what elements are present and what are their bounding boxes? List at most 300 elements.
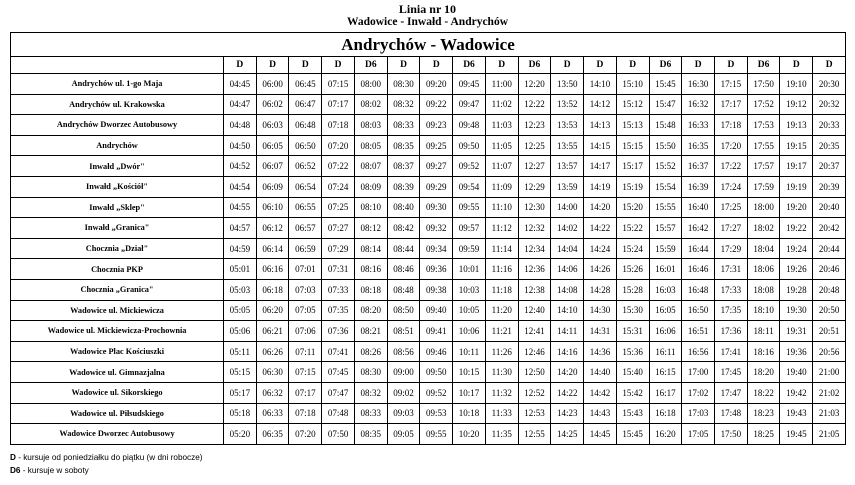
stop-name: Wadowice ul. Piłsudskiego bbox=[11, 403, 224, 424]
departure-time: 09:03 bbox=[387, 403, 420, 424]
departure-time: 18:10 bbox=[747, 300, 780, 321]
departure-time: 06:05 bbox=[256, 135, 289, 156]
timetable-row bbox=[11, 115, 846, 136]
departure-time: 08:03 bbox=[354, 115, 387, 136]
departure-time: 17:05 bbox=[682, 424, 715, 445]
departure-time: 05:18 bbox=[224, 403, 257, 424]
route-name: Wadowice - Inwałd - Andrychów bbox=[346, 16, 509, 28]
column-header-day-type: D bbox=[256, 57, 289, 74]
departure-time: 15:50 bbox=[649, 135, 682, 156]
column-header-day-type: D6 bbox=[453, 57, 486, 74]
departure-time: 10:06 bbox=[453, 321, 486, 342]
timetable-row bbox=[11, 300, 846, 321]
departure-time: 09:25 bbox=[420, 135, 453, 156]
departure-time: 07:35 bbox=[322, 300, 355, 321]
departure-time: 19:30 bbox=[780, 300, 813, 321]
departure-time: 16:46 bbox=[682, 259, 715, 280]
departure-time: 16:32 bbox=[682, 94, 715, 115]
departure-time: 09:54 bbox=[453, 176, 486, 197]
timetable-row bbox=[11, 424, 846, 445]
departure-time: 04:54 bbox=[224, 176, 257, 197]
column-header-day-type: D bbox=[715, 57, 748, 74]
departure-time: 16:01 bbox=[649, 259, 682, 280]
departure-time: 08:18 bbox=[354, 279, 387, 300]
departure-time: 08:32 bbox=[354, 382, 387, 403]
departure-time: 16:42 bbox=[682, 218, 715, 239]
departure-time: 07:20 bbox=[322, 135, 355, 156]
departure-time: 06:50 bbox=[289, 135, 322, 156]
departure-time: 08:20 bbox=[354, 300, 387, 321]
stop-name: Wadowice ul. Mickiewicza-Prochownia bbox=[11, 321, 224, 342]
departure-time: 11:30 bbox=[485, 362, 518, 383]
departure-time: 07:18 bbox=[322, 115, 355, 136]
departure-time: 19:19 bbox=[780, 176, 813, 197]
departure-time: 16:17 bbox=[649, 382, 682, 403]
departure-time: 09:40 bbox=[420, 300, 453, 321]
timetable-row bbox=[11, 362, 846, 383]
departure-time: 06:21 bbox=[256, 321, 289, 342]
departure-time: 19:15 bbox=[780, 135, 813, 156]
timetable-row bbox=[11, 403, 846, 424]
departure-time: 09:53 bbox=[420, 403, 453, 424]
departure-time: 11:05 bbox=[485, 135, 518, 156]
departure-time: 19:36 bbox=[780, 341, 813, 362]
departure-time: 11:07 bbox=[485, 156, 518, 177]
departure-time: 12:55 bbox=[518, 424, 551, 445]
departure-time: 17:50 bbox=[715, 424, 748, 445]
stop-name: Inwałd „Kościół" bbox=[11, 176, 224, 197]
departure-time: 19:42 bbox=[780, 382, 813, 403]
departure-time: 09:38 bbox=[420, 279, 453, 300]
departure-time: 18:16 bbox=[747, 341, 780, 362]
departure-time: 04:45 bbox=[224, 74, 257, 95]
departure-time: 09:48 bbox=[453, 115, 486, 136]
departure-time: 16:06 bbox=[649, 321, 682, 342]
departure-time: 17:03 bbox=[682, 403, 715, 424]
departure-time: 10:18 bbox=[453, 403, 486, 424]
departure-time: 09:22 bbox=[420, 94, 453, 115]
departure-time: 07:15 bbox=[289, 362, 322, 383]
departure-time: 14:36 bbox=[584, 341, 617, 362]
departure-time: 11:20 bbox=[485, 300, 518, 321]
timetable-row bbox=[11, 197, 846, 218]
departure-time: 15:47 bbox=[649, 94, 682, 115]
departure-time: 08:10 bbox=[354, 197, 387, 218]
departure-time: 05:15 bbox=[224, 362, 257, 383]
departure-time: 12:50 bbox=[518, 362, 551, 383]
departure-time: 14:30 bbox=[584, 300, 617, 321]
departure-time: 05:11 bbox=[224, 341, 257, 362]
departure-time: 19:12 bbox=[780, 94, 813, 115]
timetable-title: Andrychów - Wadowice bbox=[11, 33, 846, 57]
departure-time: 17:24 bbox=[715, 176, 748, 197]
column-header-day-type: D bbox=[322, 57, 355, 74]
departure-time: 15:24 bbox=[616, 238, 649, 259]
departure-time: 15:20 bbox=[616, 197, 649, 218]
departure-time: 16:18 bbox=[649, 403, 682, 424]
departure-time: 17:50 bbox=[747, 74, 780, 95]
departure-time: 14:28 bbox=[584, 279, 617, 300]
departure-time: 13:50 bbox=[551, 74, 584, 95]
departure-time: 07:20 bbox=[289, 424, 322, 445]
departure-time: 06:45 bbox=[289, 74, 322, 95]
departure-time: 06:00 bbox=[256, 74, 289, 95]
departure-time: 20:56 bbox=[813, 341, 846, 362]
departure-time: 07:41 bbox=[322, 341, 355, 362]
departure-time: 20:48 bbox=[813, 279, 846, 300]
departure-time: 14:20 bbox=[584, 197, 617, 218]
departure-time: 12:53 bbox=[518, 403, 551, 424]
departure-time: 06:16 bbox=[256, 259, 289, 280]
departure-time: 18:25 bbox=[747, 424, 780, 445]
column-header-day-type: D6 bbox=[649, 57, 682, 74]
departure-time: 11:14 bbox=[485, 238, 518, 259]
departure-time: 06:30 bbox=[256, 362, 289, 383]
departure-time: 12:36 bbox=[518, 259, 551, 280]
departure-time: 05:05 bbox=[224, 300, 257, 321]
departure-time: 19:45 bbox=[780, 424, 813, 445]
legend-d-code: D bbox=[10, 453, 16, 462]
departure-time: 15:54 bbox=[649, 176, 682, 197]
departure-time: 04:48 bbox=[224, 115, 257, 136]
departure-time: 05:17 bbox=[224, 382, 257, 403]
departure-time: 07:27 bbox=[322, 218, 355, 239]
departure-time: 13:53 bbox=[551, 115, 584, 136]
departure-time: 11:32 bbox=[485, 382, 518, 403]
departure-time: 07:29 bbox=[322, 238, 355, 259]
departure-time: 14:06 bbox=[551, 259, 584, 280]
departure-time: 11:21 bbox=[485, 321, 518, 342]
departure-time: 07:48 bbox=[322, 403, 355, 424]
stop-name: Wadowice Plac Kościuszki bbox=[11, 341, 224, 362]
departure-time: 15:28 bbox=[616, 279, 649, 300]
departure-time: 07:22 bbox=[322, 156, 355, 177]
timetable-row bbox=[11, 156, 846, 177]
departure-time: 18:04 bbox=[747, 238, 780, 259]
column-header-day-type: D bbox=[780, 57, 813, 74]
departure-time: 09:30 bbox=[420, 197, 453, 218]
departure-time: 12:38 bbox=[518, 279, 551, 300]
departure-time: 06:10 bbox=[256, 197, 289, 218]
departure-time: 19:24 bbox=[780, 238, 813, 259]
departure-time: 08:09 bbox=[354, 176, 387, 197]
departure-time: 19:26 bbox=[780, 259, 813, 280]
departure-time: 04:47 bbox=[224, 94, 257, 115]
legend-d6 bbox=[10, 466, 89, 475]
departure-time: 08:48 bbox=[387, 279, 420, 300]
departure-time: 14:40 bbox=[584, 362, 617, 383]
departure-time: 08:39 bbox=[387, 176, 420, 197]
departure-time: 14:24 bbox=[584, 238, 617, 259]
departure-time: 16:40 bbox=[682, 197, 715, 218]
departure-time: 09:52 bbox=[420, 382, 453, 403]
departure-time: 11:10 bbox=[485, 197, 518, 218]
departure-time: 15:40 bbox=[616, 362, 649, 383]
departure-time: 05:06 bbox=[224, 321, 257, 342]
departure-time: 15:13 bbox=[616, 115, 649, 136]
departure-time: 15:31 bbox=[616, 321, 649, 342]
departure-time: 09:50 bbox=[453, 135, 486, 156]
departure-time: 18:02 bbox=[747, 218, 780, 239]
departure-time: 12:20 bbox=[518, 74, 551, 95]
departure-time: 09:57 bbox=[453, 218, 486, 239]
departure-time: 15:48 bbox=[649, 115, 682, 136]
timetable-row bbox=[11, 176, 846, 197]
departure-time: 20:42 bbox=[813, 218, 846, 239]
departure-time: 14:17 bbox=[584, 156, 617, 177]
stop-name: Andrychów ul. 1-go Maja bbox=[11, 74, 224, 95]
stop-name: Chocznia „Granica" bbox=[11, 279, 224, 300]
departure-time: 20:40 bbox=[813, 197, 846, 218]
departure-time: 06:54 bbox=[289, 176, 322, 197]
stop-column-header bbox=[11, 57, 224, 74]
departure-time: 18:23 bbox=[747, 403, 780, 424]
departure-time: 17:31 bbox=[715, 259, 748, 280]
timetable-row bbox=[11, 218, 846, 239]
departure-time: 14:10 bbox=[584, 74, 617, 95]
column-header-day-type: D bbox=[387, 57, 420, 74]
departure-time: 17:27 bbox=[715, 218, 748, 239]
departure-time: 16:48 bbox=[682, 279, 715, 300]
departure-time: 20:37 bbox=[813, 156, 846, 177]
departure-time: 12:52 bbox=[518, 382, 551, 403]
departure-time: 09:45 bbox=[453, 74, 486, 95]
departure-time: 11:02 bbox=[485, 94, 518, 115]
departure-time: 21:05 bbox=[813, 424, 846, 445]
departure-time: 17:47 bbox=[715, 382, 748, 403]
departure-time: 08:26 bbox=[354, 341, 387, 362]
departure-time: 17:00 bbox=[682, 362, 715, 383]
departure-time: 14:12 bbox=[584, 94, 617, 115]
departure-time: 08:07 bbox=[354, 156, 387, 177]
departure-time: 13:57 bbox=[551, 156, 584, 177]
departure-time: 15:45 bbox=[616, 424, 649, 445]
departure-time: 20:35 bbox=[813, 135, 846, 156]
departure-time: 07:50 bbox=[322, 424, 355, 445]
departure-time: 14:02 bbox=[551, 218, 584, 239]
stop-name: Andrychów bbox=[11, 135, 224, 156]
departure-time: 08:30 bbox=[387, 74, 420, 95]
departure-time: 11:03 bbox=[485, 115, 518, 136]
departure-time: 16:11 bbox=[649, 341, 682, 362]
timetable-row bbox=[11, 238, 846, 259]
departure-time: 07:47 bbox=[322, 382, 355, 403]
departure-time: 21:00 bbox=[813, 362, 846, 383]
departure-time: 08:40 bbox=[387, 197, 420, 218]
departure-time: 06:14 bbox=[256, 238, 289, 259]
departure-time: 12:25 bbox=[518, 135, 551, 156]
departure-time: 21:02 bbox=[813, 382, 846, 403]
departure-time: 08:21 bbox=[354, 321, 387, 342]
departure-time: 14:04 bbox=[551, 238, 584, 259]
departure-time: 09:27 bbox=[420, 156, 453, 177]
departure-time: 08:56 bbox=[387, 341, 420, 362]
departure-time: 15:22 bbox=[616, 218, 649, 239]
departure-time: 13:55 bbox=[551, 135, 584, 156]
departure-time: 17:33 bbox=[715, 279, 748, 300]
departure-time: 09:05 bbox=[387, 424, 420, 445]
departure-time: 17:41 bbox=[715, 341, 748, 362]
departure-time: 17:02 bbox=[682, 382, 715, 403]
stop-name: Andrychów ul. Krakowska bbox=[11, 94, 224, 115]
departure-time: 08:33 bbox=[387, 115, 420, 136]
departure-time: 08:46 bbox=[387, 259, 420, 280]
departure-time: 16:33 bbox=[682, 115, 715, 136]
departure-time: 06:33 bbox=[256, 403, 289, 424]
column-header-day-type: D6 bbox=[747, 57, 780, 74]
column-header-day-type: D bbox=[420, 57, 453, 74]
departure-time: 10:17 bbox=[453, 382, 486, 403]
departure-time: 17:15 bbox=[715, 74, 748, 95]
departure-time: 16:44 bbox=[682, 238, 715, 259]
timetable-row bbox=[11, 382, 846, 403]
departure-time: 18:20 bbox=[747, 362, 780, 383]
departure-time: 14:16 bbox=[551, 341, 584, 362]
departure-time: 19:31 bbox=[780, 321, 813, 342]
departure-time: 06:59 bbox=[289, 238, 322, 259]
departure-time: 08:00 bbox=[354, 74, 387, 95]
departure-time: 12:22 bbox=[518, 94, 551, 115]
departure-time: 04:50 bbox=[224, 135, 257, 156]
departure-time: 15:55 bbox=[649, 197, 682, 218]
departure-time: 07:03 bbox=[289, 279, 322, 300]
departure-time: 09:47 bbox=[453, 94, 486, 115]
departure-time: 08:35 bbox=[354, 424, 387, 445]
legend-d bbox=[10, 453, 203, 462]
column-header-day-type: D6 bbox=[518, 57, 551, 74]
column-header-day-type: D bbox=[813, 57, 846, 74]
departure-time: 18:00 bbox=[747, 197, 780, 218]
departure-time: 19:22 bbox=[780, 218, 813, 239]
departure-time: 06:52 bbox=[289, 156, 322, 177]
column-header-day-type: D bbox=[551, 57, 584, 74]
legend-d6-text: - kursuje w soboty bbox=[20, 466, 89, 475]
departure-time: 17:48 bbox=[715, 403, 748, 424]
stop-name: Chocznia „Dział" bbox=[11, 238, 224, 259]
departure-time: 07:11 bbox=[289, 341, 322, 362]
departure-time: 20:46 bbox=[813, 259, 846, 280]
stop-name: Wadowice ul. Gimnazjalna bbox=[11, 362, 224, 383]
departure-time: 09:46 bbox=[420, 341, 453, 362]
departure-time: 07:18 bbox=[289, 403, 322, 424]
departure-time: 16:35 bbox=[682, 135, 715, 156]
departure-time: 14:13 bbox=[584, 115, 617, 136]
departure-time: 18:08 bbox=[747, 279, 780, 300]
departure-time: 09:00 bbox=[387, 362, 420, 383]
departure-time: 06:35 bbox=[256, 424, 289, 445]
departure-time: 14:20 bbox=[551, 362, 584, 383]
departure-time: 08:16 bbox=[354, 259, 387, 280]
departure-time: 16:51 bbox=[682, 321, 715, 342]
timetable-row bbox=[11, 279, 846, 300]
departure-time: 16:03 bbox=[649, 279, 682, 300]
departure-time: 12:32 bbox=[518, 218, 551, 239]
departure-time: 15:17 bbox=[616, 156, 649, 177]
column-header-day-type: D bbox=[616, 57, 649, 74]
departure-time: 10:15 bbox=[453, 362, 486, 383]
departure-time: 10:05 bbox=[453, 300, 486, 321]
departure-time: 19:40 bbox=[780, 362, 813, 383]
departure-time: 14:15 bbox=[584, 135, 617, 156]
timetable bbox=[10, 32, 846, 445]
departure-time: 19:20 bbox=[780, 197, 813, 218]
departure-time: 15:10 bbox=[616, 74, 649, 95]
departure-time: 07:31 bbox=[322, 259, 355, 280]
departure-time: 12:40 bbox=[518, 300, 551, 321]
timetable-row bbox=[11, 74, 846, 95]
column-header-day-type: D bbox=[485, 57, 518, 74]
column-header-day-type: D bbox=[224, 57, 257, 74]
departure-time: 08:33 bbox=[354, 403, 387, 424]
departure-time: 09:59 bbox=[453, 238, 486, 259]
departure-time: 14:42 bbox=[584, 382, 617, 403]
departure-time: 20:32 bbox=[813, 94, 846, 115]
timetable-row bbox=[11, 341, 846, 362]
departure-time: 16:39 bbox=[682, 176, 715, 197]
departure-time: 11:33 bbox=[485, 403, 518, 424]
departure-time: 08:37 bbox=[387, 156, 420, 177]
departure-time: 17:52 bbox=[747, 94, 780, 115]
departure-time: 14:22 bbox=[551, 382, 584, 403]
departure-time: 15:59 bbox=[649, 238, 682, 259]
departure-time: 14:25 bbox=[551, 424, 584, 445]
departure-time: 17:45 bbox=[715, 362, 748, 383]
departure-time: 06:32 bbox=[256, 382, 289, 403]
line-number: Linia nr 10 bbox=[398, 2, 457, 16]
departure-time: 10:01 bbox=[453, 259, 486, 280]
departure-time: 17:35 bbox=[715, 300, 748, 321]
departure-time: 09:20 bbox=[420, 74, 453, 95]
departure-time: 14:00 bbox=[551, 197, 584, 218]
departure-time: 09:23 bbox=[420, 115, 453, 136]
departure-time: 18:22 bbox=[747, 382, 780, 403]
departure-time: 08:35 bbox=[387, 135, 420, 156]
departure-time: 07:05 bbox=[289, 300, 322, 321]
departure-time: 07:01 bbox=[289, 259, 322, 280]
departure-time: 06:18 bbox=[256, 279, 289, 300]
departure-time: 04:55 bbox=[224, 197, 257, 218]
stop-name: Wadowice ul. Sikorskiego bbox=[11, 382, 224, 403]
departure-time: 12:29 bbox=[518, 176, 551, 197]
departure-time: 09:55 bbox=[420, 424, 453, 445]
departure-time: 21:03 bbox=[813, 403, 846, 424]
departure-time: 18:06 bbox=[747, 259, 780, 280]
departure-time: 08:42 bbox=[387, 218, 420, 239]
departure-time: 11:09 bbox=[485, 176, 518, 197]
departure-time: 16:20 bbox=[649, 424, 682, 445]
departure-time: 16:37 bbox=[682, 156, 715, 177]
departure-time: 07:17 bbox=[289, 382, 322, 403]
departure-time: 15:43 bbox=[616, 403, 649, 424]
departure-time: 09:29 bbox=[420, 176, 453, 197]
departure-time: 15:42 bbox=[616, 382, 649, 403]
departure-time: 07:25 bbox=[322, 197, 355, 218]
departure-time: 08:32 bbox=[387, 94, 420, 115]
departure-time: 08:14 bbox=[354, 238, 387, 259]
departure-time: 08:51 bbox=[387, 321, 420, 342]
column-header-day-type: D bbox=[584, 57, 617, 74]
departure-time: 06:48 bbox=[289, 115, 322, 136]
departure-time: 14:22 bbox=[584, 218, 617, 239]
departure-time: 09:55 bbox=[453, 197, 486, 218]
departure-time: 17:29 bbox=[715, 238, 748, 259]
departure-time: 07:33 bbox=[322, 279, 355, 300]
departure-time: 14:08 bbox=[551, 279, 584, 300]
legend-d-text: - kursuje od poniedziałku do piątku (w dni robocze) bbox=[15, 453, 203, 462]
departure-time: 16:30 bbox=[682, 74, 715, 95]
departure-time: 05:03 bbox=[224, 279, 257, 300]
departure-time: 07:17 bbox=[322, 94, 355, 115]
